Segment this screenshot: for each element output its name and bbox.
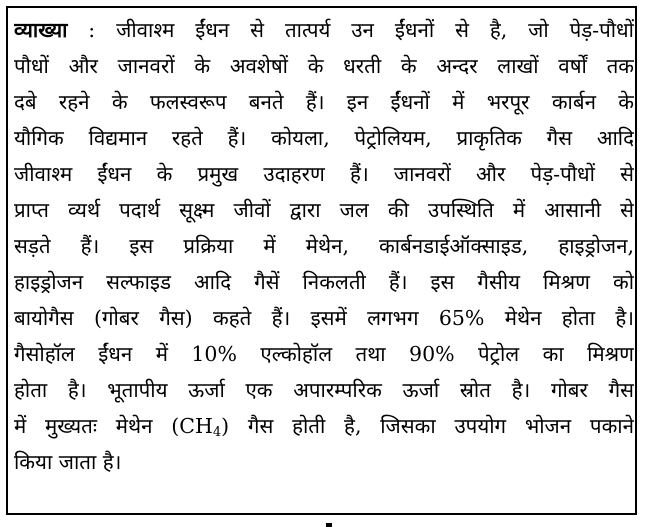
paragraph-line-10: गैसोहॉल ईंधन में 10% एल्कोहॉल तथा 90% पेट्रोल का मिश्रण xyxy=(14,342,634,366)
paragraph-line-11: होता है। भूतापीय ऊर्जा एक अपारम्परिक ऊर्जा स्रोत है। गोबर गैस xyxy=(14,378,634,402)
paragraph-line-6: प्राप्त व्यर्थ पदार्थ सूक्ष्म जीवों द्वारा जल की उपस्थिति में आसानी से xyxy=(14,198,634,222)
methane-subscript: 4 xyxy=(212,425,222,440)
line-1-text: जीवाश्म ईंधन से तात्पर्य उन ईंधनों से है, जो पेड़-पौधों xyxy=(116,18,634,42)
paragraph-line-9: बायोगैस (गोबर गैस) कहते हैं। इसमें लगभग 65% मेथेन होता है। xyxy=(14,306,634,330)
paragraph-line-1 xyxy=(14,12,634,48)
term-separator: : xyxy=(67,18,117,42)
paragraph-line-4: यौगिक विद्यमान रहते हैं। कोयला, पेट्रोलियम, प्राकृतिक गैस आदि xyxy=(14,126,634,150)
line-12-after: ) गैस होती है, जिसका उपयोग भोजन पकाने xyxy=(221,414,634,438)
paragraph-line-8: हाइड्रोजन सल्फाइड आदि गैसें निकलती हैं। इस गैसीय मिश्रण को xyxy=(14,270,634,294)
cut-off-next-line xyxy=(300,518,360,527)
paragraph-line-12 xyxy=(14,408,634,444)
paragraph-line-5: जीवाश्म ईंधन के प्रमुख उदाहरण हैं। जानवरों और पेड़-पौधों से xyxy=(14,162,634,186)
paragraph-line-13: किया जाता है। xyxy=(14,450,122,474)
paragraph-line-7: सड़ते हैं। इस प्रक्रिया में मेथेन, कार्बनडाईऑक्साइड, हाइड्रोजन, xyxy=(14,234,634,258)
paragraph-line-3: दबे रहने के फलस्वरूप बनते हैं। इन ईंधनों में भरपूर कार्बन के xyxy=(14,90,634,114)
explanation-paragraph xyxy=(14,12,634,480)
line-12-before: में मुख्यतः मेथेन (CH xyxy=(14,414,213,438)
explanation-term: व्याख्या xyxy=(14,18,68,42)
paragraph-line-2: पौधों और जानवरों के अवशेषों के धरती के अन्दर लाखों वर्षों तक xyxy=(14,54,634,78)
